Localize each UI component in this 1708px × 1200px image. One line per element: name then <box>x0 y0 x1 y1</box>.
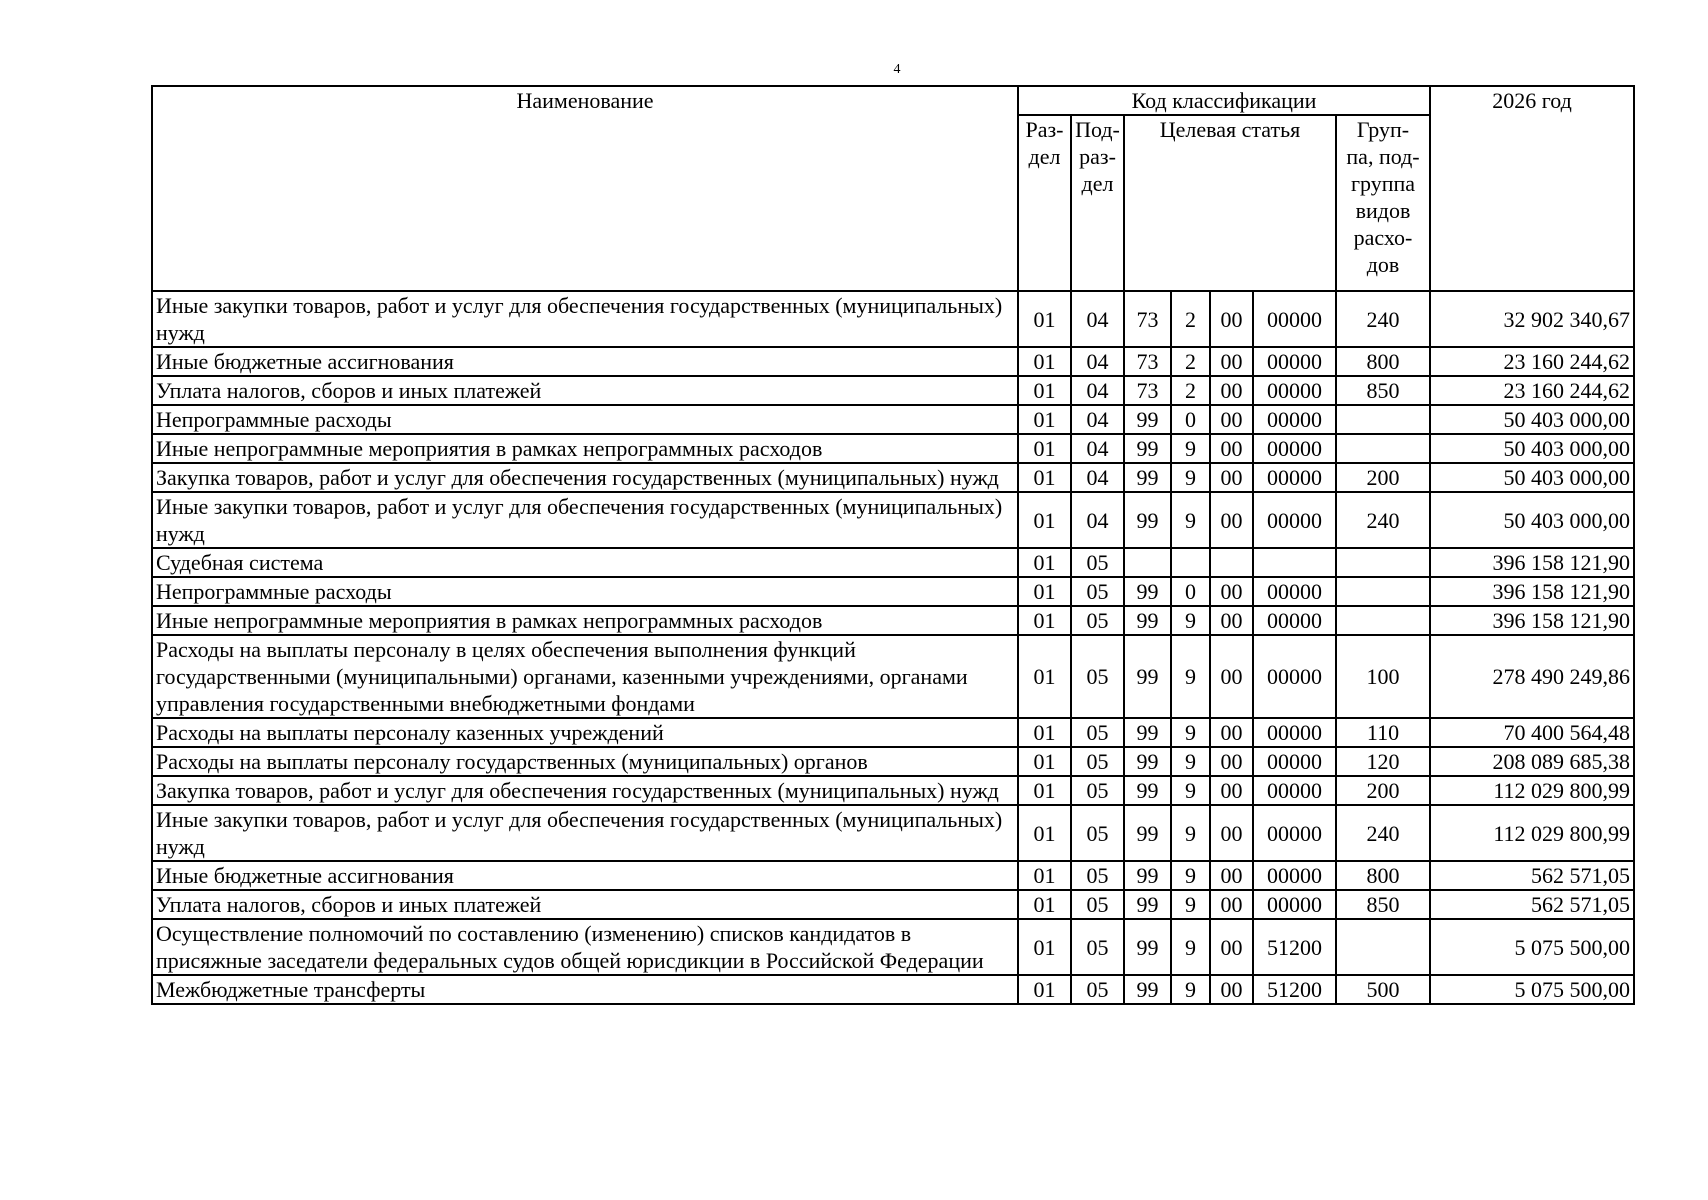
cell-amount: 50 403 000,00 <box>1430 405 1634 434</box>
cell-amount: 396 158 121,90 <box>1430 577 1634 606</box>
header-code-group: Код классификации <box>1018 86 1430 115</box>
cell-amount: 208 089 685,38 <box>1430 747 1634 776</box>
cell-target-program: 99 <box>1124 577 1171 606</box>
table-row <box>152 861 1634 890</box>
cell-target-direction: 00000 <box>1253 291 1336 347</box>
cell-name: Расходы на выплаты персоналу казенных учреждений <box>152 718 1018 747</box>
cell-section: 01 <box>1018 548 1071 577</box>
cell-target-main-event: 00 <box>1210 919 1253 975</box>
cell-target-program: 99 <box>1124 776 1171 805</box>
cell-target-program: 99 <box>1124 805 1171 861</box>
cell-name: Осуществление полномочий по составлению (изменению) списков кандидатов в присяжные заседатели федеральных судов общей юрисдикции в Российской Федерации <box>152 919 1018 975</box>
cell-amount: 112 029 800,99 <box>1430 805 1634 861</box>
cell-subsection: 05 <box>1071 861 1124 890</box>
cell-target-subprogram: 0 <box>1171 405 1210 434</box>
table-row <box>152 405 1634 434</box>
table-row <box>152 492 1634 548</box>
cell-target-subprogram: 0 <box>1171 577 1210 606</box>
cell-target-direction: 51200 <box>1253 975 1336 1004</box>
cell-expense-group: 110 <box>1336 718 1430 747</box>
cell-amount: 5 075 500,00 <box>1430 975 1634 1004</box>
cell-name: Иные непрограммные мероприятия в рамках непрограммных расходов <box>152 606 1018 635</box>
cell-name: Иные закупки товаров, работ и услуг для обеспечения государственных (муниципальных) нужд <box>152 291 1018 347</box>
cell-subsection: 05 <box>1071 577 1124 606</box>
cell-subsection: 05 <box>1071 805 1124 861</box>
cell-expense-group <box>1336 606 1430 635</box>
table-row <box>152 635 1634 718</box>
cell-subsection: 05 <box>1071 718 1124 747</box>
cell-section: 01 <box>1018 463 1071 492</box>
cell-expense-group <box>1336 577 1430 606</box>
cell-subsection: 05 <box>1071 635 1124 718</box>
cell-subsection: 04 <box>1071 376 1124 405</box>
cell-amount: 50 403 000,00 <box>1430 463 1634 492</box>
cell-target-program: 99 <box>1124 747 1171 776</box>
cell-expense-group: 500 <box>1336 975 1430 1004</box>
table-row <box>152 890 1634 919</box>
cell-target-main-event: 00 <box>1210 776 1253 805</box>
cell-target-main-event: 00 <box>1210 347 1253 376</box>
cell-target-main-event: 00 <box>1210 805 1253 861</box>
cell-amount: 50 403 000,00 <box>1430 492 1634 548</box>
cell-amount: 50 403 000,00 <box>1430 434 1634 463</box>
cell-target-program: 99 <box>1124 606 1171 635</box>
cell-target-main-event: 00 <box>1210 434 1253 463</box>
cell-subsection: 04 <box>1071 347 1124 376</box>
table-row <box>152 376 1634 405</box>
cell-target-direction: 00000 <box>1253 376 1336 405</box>
cell-target-subprogram: 9 <box>1171 890 1210 919</box>
cell-section: 01 <box>1018 376 1071 405</box>
cell-target-subprogram: 9 <box>1171 805 1210 861</box>
cell-target-direction: 00000 <box>1253 463 1336 492</box>
table-row <box>152 577 1634 606</box>
table-row <box>152 606 1634 635</box>
cell-target-program: 99 <box>1124 861 1171 890</box>
cell-section: 01 <box>1018 347 1071 376</box>
cell-amount: 562 571,05 <box>1430 861 1634 890</box>
header-subsection: Под- раз- дел <box>1071 115 1124 291</box>
table-row <box>152 776 1634 805</box>
cell-target-main-event: 00 <box>1210 975 1253 1004</box>
cell-target-subprogram: 9 <box>1171 463 1210 492</box>
cell-target-main-event: 00 <box>1210 718 1253 747</box>
cell-target-main-event: 00 <box>1210 635 1253 718</box>
cell-section: 01 <box>1018 405 1071 434</box>
cell-target-direction: 51200 <box>1253 919 1336 975</box>
cell-target-program: 99 <box>1124 434 1171 463</box>
table-row <box>152 919 1634 975</box>
cell-amount: 396 158 121,90 <box>1430 548 1634 577</box>
cell-target-direction <box>1253 548 1336 577</box>
cell-target-subprogram: 2 <box>1171 347 1210 376</box>
cell-amount: 278 490 249,86 <box>1430 635 1634 718</box>
cell-target-main-event: 00 <box>1210 291 1253 347</box>
table-row <box>152 463 1634 492</box>
table-row <box>152 347 1634 376</box>
cell-target-program: 99 <box>1124 919 1171 975</box>
cell-subsection: 05 <box>1071 919 1124 975</box>
cell-amount: 562 571,05 <box>1430 890 1634 919</box>
cell-name: Иные закупки товаров, работ и услуг для обеспечения государственных (муниципальных) нужд <box>152 805 1018 861</box>
cell-name: Иные бюджетные ассигнования <box>152 861 1018 890</box>
cell-subsection: 05 <box>1071 890 1124 919</box>
cell-target-direction: 00000 <box>1253 805 1336 861</box>
cell-target-subprogram: 9 <box>1171 606 1210 635</box>
cell-expense-group: 120 <box>1336 747 1430 776</box>
cell-expense-group: 800 <box>1336 861 1430 890</box>
cell-target-program: 99 <box>1124 635 1171 718</box>
header-section: Раз- дел <box>1018 115 1071 291</box>
cell-section: 01 <box>1018 805 1071 861</box>
cell-target-program: 73 <box>1124 347 1171 376</box>
cell-name: Расходы на выплаты персоналу государственных (муниципальных) органов <box>152 747 1018 776</box>
cell-target-direction: 00000 <box>1253 434 1336 463</box>
cell-amount: 396 158 121,90 <box>1430 606 1634 635</box>
cell-subsection: 04 <box>1071 405 1124 434</box>
cell-name: Уплата налогов, сборов и иных платежей <box>152 890 1018 919</box>
cell-name: Судебная система <box>152 548 1018 577</box>
cell-target-subprogram: 9 <box>1171 434 1210 463</box>
cell-target-program: 73 <box>1124 376 1171 405</box>
cell-target-subprogram: 2 <box>1171 376 1210 405</box>
cell-target-main-event: 00 <box>1210 492 1253 548</box>
cell-subsection: 04 <box>1071 434 1124 463</box>
cell-target-main-event: 00 <box>1210 405 1253 434</box>
cell-target-direction: 00000 <box>1253 747 1336 776</box>
cell-section: 01 <box>1018 434 1071 463</box>
cell-subsection: 05 <box>1071 975 1124 1004</box>
cell-name: Закупка товаров, работ и услуг для обеспечения государственных (муниципальных) нужд <box>152 463 1018 492</box>
cell-amount: 23 160 244,62 <box>1430 376 1634 405</box>
cell-target-program: 99 <box>1124 405 1171 434</box>
cell-target-direction: 00000 <box>1253 861 1336 890</box>
cell-section: 01 <box>1018 606 1071 635</box>
cell-target-main-event: 00 <box>1210 463 1253 492</box>
cell-target-direction: 00000 <box>1253 492 1336 548</box>
cell-subsection: 04 <box>1071 463 1124 492</box>
table-row <box>152 434 1634 463</box>
cell-name: Непрограммные расходы <box>152 405 1018 434</box>
cell-expense-group: 800 <box>1336 347 1430 376</box>
table-row <box>152 548 1634 577</box>
cell-name: Иные непрограммные мероприятия в рамках непрограммных расходов <box>152 434 1018 463</box>
cell-target-program: 99 <box>1124 718 1171 747</box>
table-row <box>152 747 1634 776</box>
cell-target-program: 99 <box>1124 890 1171 919</box>
cell-section: 01 <box>1018 577 1071 606</box>
cell-name: Межбюджетные трансферты <box>152 975 1018 1004</box>
cell-expense-group <box>1336 919 1430 975</box>
cell-section: 01 <box>1018 975 1071 1004</box>
cell-target-direction: 00000 <box>1253 347 1336 376</box>
cell-expense-group: 200 <box>1336 463 1430 492</box>
cell-section: 01 <box>1018 861 1071 890</box>
cell-subsection: 04 <box>1071 291 1124 347</box>
cell-target-direction: 00000 <box>1253 718 1336 747</box>
header-target-article: Целевая статья <box>1124 115 1336 291</box>
cell-target-subprogram: 9 <box>1171 975 1210 1004</box>
cell-name: Расходы на выплаты персоналу в целях обеспечения выполнения функций государственными (муниципальными) органами, казенными учреждениями, органами управления государственными внебюджетными фондами <box>152 635 1018 718</box>
table-row <box>152 291 1634 347</box>
cell-target-subprogram: 9 <box>1171 861 1210 890</box>
cell-expense-group: 240 <box>1336 805 1430 861</box>
cell-target-subprogram: 2 <box>1171 291 1210 347</box>
cell-target-direction: 00000 <box>1253 635 1336 718</box>
header-year: 2026 год <box>1430 86 1634 291</box>
cell-expense-group: 100 <box>1336 635 1430 718</box>
cell-section: 01 <box>1018 718 1071 747</box>
cell-target-subprogram: 9 <box>1171 747 1210 776</box>
cell-subsection: 05 <box>1071 548 1124 577</box>
cell-subsection: 05 <box>1071 606 1124 635</box>
cell-expense-group <box>1336 548 1430 577</box>
cell-name: Закупка товаров, работ и услуг для обеспечения государственных (муниципальных) нужд <box>152 776 1018 805</box>
cell-target-direction: 00000 <box>1253 577 1336 606</box>
table-body <box>152 291 1634 1004</box>
cell-amount: 5 075 500,00 <box>1430 919 1634 975</box>
cell-amount: 70 400 564,48 <box>1430 718 1634 747</box>
cell-name: Иные бюджетные ассигнования <box>152 347 1018 376</box>
cell-amount: 112 029 800,99 <box>1430 776 1634 805</box>
cell-target-direction: 00000 <box>1253 405 1336 434</box>
cell-subsection: 05 <box>1071 776 1124 805</box>
cell-amount: 23 160 244,62 <box>1430 347 1634 376</box>
cell-target-direction: 00000 <box>1253 606 1336 635</box>
cell-expense-group: 850 <box>1336 376 1430 405</box>
header-expense-group: Груп- па, под- группа видов расхо- дов <box>1336 115 1430 291</box>
cell-section: 01 <box>1018 492 1071 548</box>
cell-expense-group <box>1336 434 1430 463</box>
budget-table <box>151 85 1635 1005</box>
cell-section: 01 <box>1018 919 1071 975</box>
cell-subsection: 05 <box>1071 747 1124 776</box>
cell-target-main-event: 00 <box>1210 606 1253 635</box>
cell-expense-group <box>1336 405 1430 434</box>
table-row <box>152 718 1634 747</box>
cell-target-main-event <box>1210 548 1253 577</box>
cell-target-subprogram: 9 <box>1171 718 1210 747</box>
cell-name: Уплата налогов, сборов и иных платежей <box>152 376 1018 405</box>
cell-target-main-event: 00 <box>1210 747 1253 776</box>
table-row <box>152 805 1634 861</box>
cell-section: 01 <box>1018 291 1071 347</box>
cell-amount: 32 902 340,67 <box>1430 291 1634 347</box>
cell-section: 01 <box>1018 776 1071 805</box>
cell-target-subprogram: 9 <box>1171 776 1210 805</box>
cell-target-program <box>1124 548 1171 577</box>
cell-target-subprogram <box>1171 548 1210 577</box>
page-number: 4 <box>893 62 901 77</box>
cell-expense-group: 240 <box>1336 291 1430 347</box>
cell-subsection: 04 <box>1071 492 1124 548</box>
cell-section: 01 <box>1018 635 1071 718</box>
cell-target-subprogram: 9 <box>1171 919 1210 975</box>
cell-target-main-event: 00 <box>1210 861 1253 890</box>
cell-target-main-event: 00 <box>1210 890 1253 919</box>
cell-target-direction: 00000 <box>1253 776 1336 805</box>
cell-target-subprogram: 9 <box>1171 635 1210 718</box>
table-row <box>152 975 1634 1004</box>
cell-target-main-event: 00 <box>1210 376 1253 405</box>
cell-target-main-event: 00 <box>1210 577 1253 606</box>
header-name: Наименование <box>152 86 1018 291</box>
cell-section: 01 <box>1018 890 1071 919</box>
cell-target-direction: 00000 <box>1253 890 1336 919</box>
cell-target-program: 73 <box>1124 291 1171 347</box>
cell-name: Иные закупки товаров, работ и услуг для обеспечения государственных (муниципальных) нужд <box>152 492 1018 548</box>
cell-target-program: 99 <box>1124 463 1171 492</box>
cell-target-program: 99 <box>1124 492 1171 548</box>
table-header <box>152 86 1634 291</box>
cell-target-program: 99 <box>1124 975 1171 1004</box>
cell-expense-group: 240 <box>1336 492 1430 548</box>
cell-expense-group: 850 <box>1336 890 1430 919</box>
cell-target-subprogram: 9 <box>1171 492 1210 548</box>
cell-section: 01 <box>1018 747 1071 776</box>
cell-expense-group: 200 <box>1336 776 1430 805</box>
cell-name: Непрограммные расходы <box>152 577 1018 606</box>
